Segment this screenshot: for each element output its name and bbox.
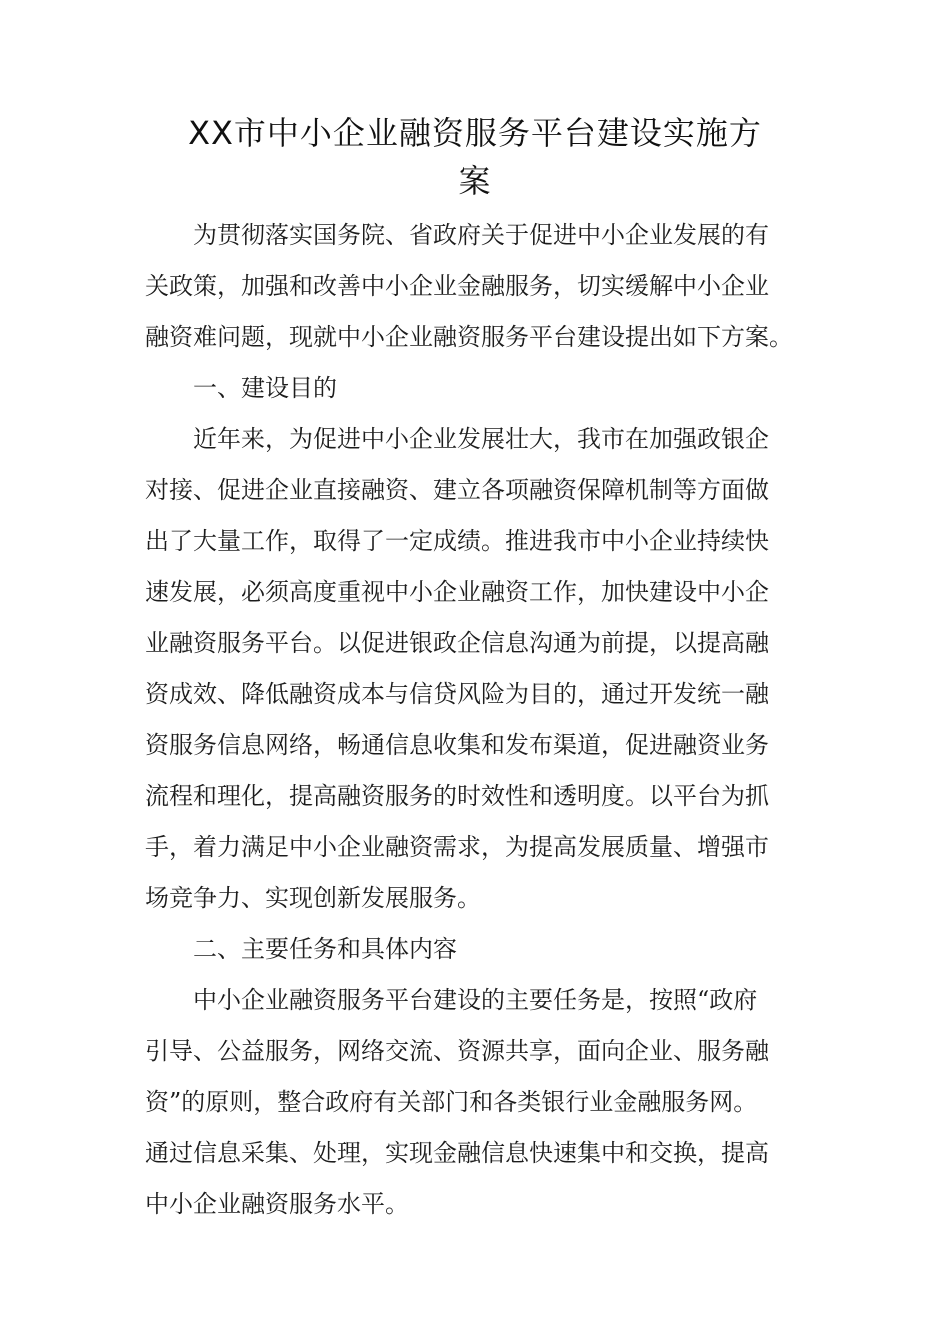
paragraph-tasks-line-4: 通过信息采集、处理，实现金融信息快速集中和交换，提高 bbox=[145, 1139, 769, 1167]
paragraph-tasks-line-1: 中小企业融资服务平台建设的主要任务是，按照“政府 bbox=[193, 986, 758, 1014]
paragraph-purpose-line-9: 手，着力满足中小企业融资需求，为提高发展质量、增强市 bbox=[145, 833, 769, 861]
section-heading-1: 一、建设目的 bbox=[193, 374, 337, 402]
paragraph-tasks-line-3: 资”的原则，整合政府有关部门和各类银行业金融服务网。 bbox=[145, 1088, 758, 1116]
paragraph-purpose-line-8: 流程和理化，提高融资服务的时效性和透明度。以平台为抓 bbox=[145, 782, 769, 810]
paragraph-intro-line-2: 关政策，加强和改善中小企业金融服务，切实缓解中小企业 bbox=[145, 272, 769, 300]
paragraph-purpose-line-2: 对接、促进企业直接融资、建立各项融资保障机制等方面做 bbox=[145, 476, 769, 504]
paragraph-purpose-line-5: 业融资服务平台。以促进银政企信息沟通为前提，以提高融 bbox=[145, 629, 769, 657]
document-title-line-2: 案 bbox=[458, 162, 492, 200]
paragraph-purpose-line-3: 出了大量工作，取得了一定成绩。推进我市中小企业持续快 bbox=[145, 527, 769, 555]
document-title-line-1: XX市中小企业融资服务平台建设实施方 bbox=[188, 114, 762, 152]
paragraph-intro-line-3: 融资难问题，现就中小企业融资服务平台建设提出如下方案。 bbox=[145, 323, 793, 351]
paragraph-purpose-line-7: 资服务信息网络，畅通信息收集和发布渠道，促进融资业务 bbox=[145, 731, 769, 759]
paragraph-tasks-line-2: 引导、公益服务，网络交流、资源共享，面向企业、服务融 bbox=[145, 1037, 769, 1065]
paragraph-purpose-line-6: 资成效、降低融资成本与信贷风险为目的，通过开发统一融 bbox=[145, 680, 769, 708]
paragraph-purpose-line-10: 场竞争力、实现创新发展服务。 bbox=[145, 884, 481, 912]
section-heading-2: 二、主要任务和具体内容 bbox=[193, 935, 457, 963]
paragraph-tasks-line-5: 中小企业融资服务水平。 bbox=[145, 1190, 409, 1218]
paragraph-intro-line-1: 为贯彻落实国务院、省政府关于促进中小企业发展的有 bbox=[193, 221, 769, 249]
paragraph-purpose-line-1: 近年来，为促进中小企业发展壮大，我市在加强政银企 bbox=[193, 425, 769, 453]
paragraph-purpose-line-4: 速发展，必须高度重视中小企业融资工作，加快建设中小企 bbox=[145, 578, 769, 606]
